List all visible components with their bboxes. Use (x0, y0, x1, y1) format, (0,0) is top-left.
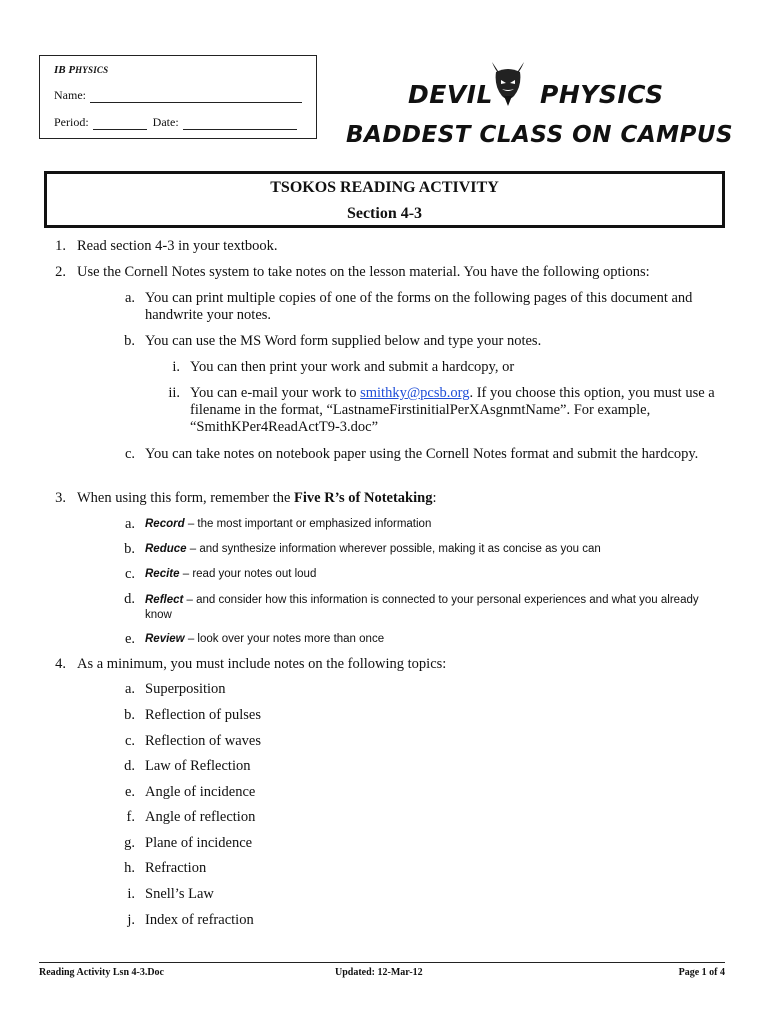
r-item: Reflect – and consider how this information is connected to your personal experiences and what you already know (145, 594, 699, 621)
item-number: 2. (55, 264, 66, 280)
item-text: Use the Cornell Notes system to take notes on the lesson material. You have the following options: (77, 264, 650, 280)
topic-item: Angle of reflection (145, 809, 256, 825)
topic-item: Snell’s Law (145, 886, 214, 902)
r-number: b. (124, 541, 135, 557)
topic-item: Law of Reflection (145, 758, 251, 774)
title-box (44, 171, 725, 228)
topic-number: e. (124, 784, 135, 800)
devil-physics-logo (340, 58, 734, 158)
item-text: You can take notes on notebook paper using the Cornell Notes format and submit the hardcopy. (145, 446, 699, 462)
name-row (54, 88, 302, 103)
topic-number: g. (124, 835, 135, 851)
r-item: Record – the most important or emphasized information (145, 518, 432, 530)
topic-item: Plane of incidence (145, 835, 253, 851)
page-subtitle: Section 4-3 (346, 205, 423, 222)
name-blank[interactable] (90, 91, 302, 103)
r-number: a. (124, 516, 135, 532)
name-label: Name: (54, 88, 86, 102)
course-label: IB PHYSICS (54, 64, 109, 76)
item-number: 4. (55, 656, 66, 672)
topic-item: Reflection of pulses (145, 707, 261, 723)
period-blank[interactable] (93, 118, 147, 130)
item-text: You can print multiple copies of one of the forms on the following pages of this document and handwrite your notes. (145, 290, 693, 323)
period-date-row (54, 115, 302, 130)
item-text: You can then print your work and submit a hardcopy, or (190, 359, 515, 375)
topic-item: Superposition (145, 681, 226, 697)
logo-word-physics: PHYSICS (540, 80, 664, 109)
item-text: You can use the MS Word form supplied below and type your notes. (145, 333, 542, 349)
item-number: 3. (55, 490, 66, 506)
logo-slogan: BADDEST CLASS ON CAMPUS (346, 122, 734, 148)
r-number: e. (124, 631, 135, 647)
student-info-box (39, 55, 317, 139)
item-number: b. (124, 333, 135, 349)
footer-filename: Reading Activity Lsn 4-3.Doc (39, 967, 164, 978)
topic-number: f. (126, 809, 135, 825)
period-label: Period: (54, 115, 89, 129)
r-item: Reduce – and synthesize information wherever possible, making it as concise as you can (145, 543, 601, 555)
item-text: Read section 4-3 in your textbook. (77, 238, 278, 254)
item-number: 1. (55, 238, 66, 254)
item-text: As a minimum, you must include notes on the following topics: (77, 656, 447, 672)
topic-item: Reflection of waves (145, 733, 261, 749)
email-link[interactable]: smithky@pcsb.org (360, 385, 470, 401)
item-number: a. (124, 290, 135, 306)
item-text: You can e-mail your work to smithky@pcsb.org. If you choose this option, you must use a filename in the format, “LastnameFirstinitialPerXAsgnmtName”. For example, “SmithKPer4ReadActT9-3.doc” (190, 385, 715, 435)
date-label: Date: (152, 115, 179, 129)
topic-item: Index of refraction (145, 912, 254, 928)
page-title: TSOKOS READING ACTIVITY (270, 179, 499, 196)
item-text: When using this form, remember the Five R’s of Notetaking: (77, 490, 437, 506)
topic-number: c. (124, 733, 135, 749)
footer-updated: Updated: 12-Mar-12 (335, 967, 423, 978)
item-number: i. (172, 359, 180, 375)
item-number: c. (124, 446, 135, 462)
topic-number: i. (127, 886, 135, 902)
logo-word-devil: DEVIL (408, 80, 493, 109)
topic-number: j. (127, 912, 135, 928)
r-number: d. (124, 591, 135, 607)
item-number: ii. (168, 385, 180, 401)
topic-number: a. (124, 681, 135, 697)
topic-item: Refraction (145, 860, 207, 876)
page-footer (39, 962, 725, 978)
devil-head-icon (482, 58, 534, 108)
topic-number: h. (124, 860, 135, 876)
date-blank[interactable] (183, 118, 297, 130)
topic-number: b. (124, 707, 135, 723)
r-number: c. (124, 566, 135, 582)
topic-number: d. (124, 758, 135, 774)
topic-item: Angle of incidence (145, 784, 256, 800)
r-item: Recite – read your notes out loud (145, 568, 317, 580)
footer-page-number: Page 1 of 4 (678, 967, 725, 978)
r-item: Review – look over your notes more than once (145, 633, 385, 645)
